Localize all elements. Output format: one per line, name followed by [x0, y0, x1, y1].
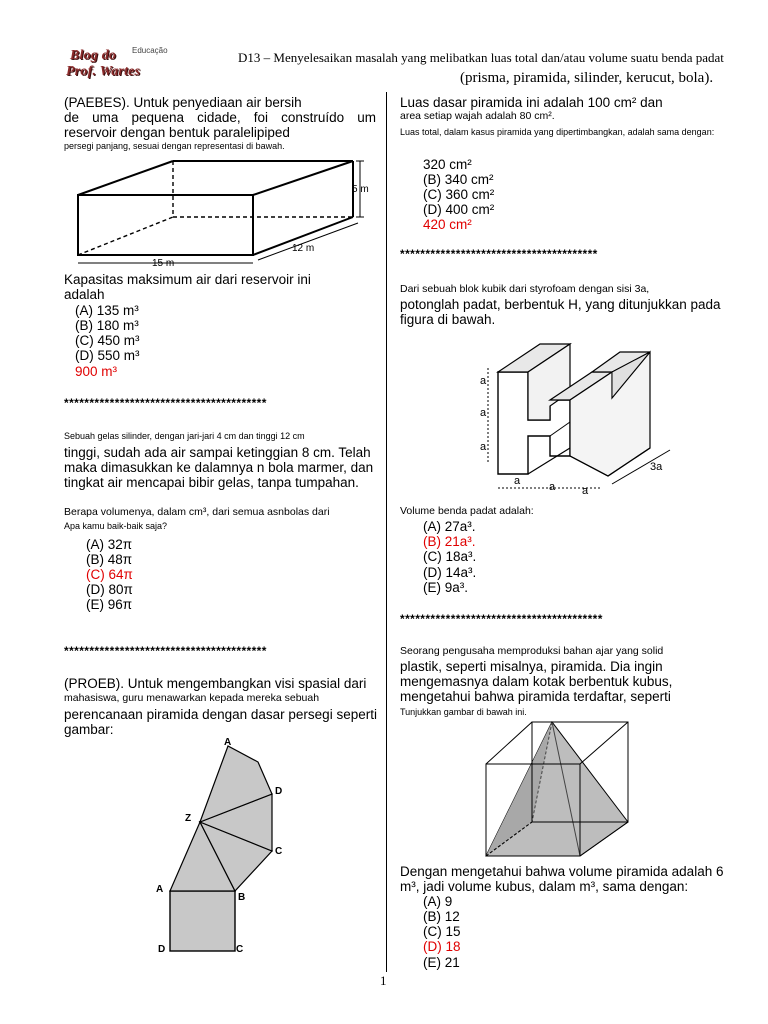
q1-line-2: de uma pequena cidade, foi construído um reservoir dengan bentuk paralelipiped	[64, 110, 376, 140]
net-label-c-right: C	[275, 846, 283, 857]
q4-line-1: Dari sebuah blok kubik dari styrofoam dengan sisi 3a,	[400, 283, 650, 295]
page-title: D13 – Menyelesaikan masalah yang melibatkan luas total dan/atau volume suatu benda padat	[238, 50, 724, 65]
q5-option-b: (B) 12	[423, 909, 460, 924]
q5-option-c: (C) 15	[423, 924, 461, 939]
q5-line-1: Seorang pengusaha memproduksi bahan ajar yang solid	[400, 645, 664, 657]
q3-option-b: (B) 340 cm²	[423, 172, 494, 187]
net-label-d-base: D	[158, 944, 166, 955]
q5-option-a: (A) 9	[423, 894, 453, 909]
a-label-h3: a	[582, 485, 589, 497]
q3-line-1: (PROEB). Untuk mengembangkan visi spasial dari	[64, 676, 367, 691]
a-label-v3: a	[480, 441, 487, 453]
q5-line-3: Tunjukkan gambar di bawah ini.	[400, 707, 527, 717]
q5-option-e: (E) 21	[423, 955, 460, 970]
blog-logo	[60, 46, 168, 84]
q1-line-3: persegi panjang, sesuai dengan representasi di bawah.	[64, 141, 285, 151]
q2-option-e: (E) 96π	[86, 597, 133, 612]
height-label: 5 m	[352, 184, 369, 195]
h-block-figure	[470, 338, 720, 498]
q3-cont-line-2: area setiap wajah adalah 80 cm².	[400, 110, 555, 122]
net-label-a-base: A	[156, 884, 164, 895]
page-subtitle: (prisma, piramida, silinder, kerucut, bola).	[460, 70, 714, 86]
q5-line-2: plastik, seperti misalnya, piramida. Dia ingin mengemasnya dalam kotak berbentuk kubus, mengetahui bahwa piramida terdaftar, seperti	[400, 659, 673, 704]
three-a-label: 3a	[650, 461, 663, 473]
reservoir-figure	[70, 155, 376, 267]
q4-stem: Volume benda padat adalah:	[400, 505, 534, 517]
q2-option-b: (B) 48π	[86, 552, 133, 567]
q3-cont-line-3: Luas total, dalam kasus piramida yang dipertimbangkan, adalah sama dengan:	[400, 127, 715, 137]
q4-option-a: (A) 27a³.	[423, 519, 476, 534]
q3-line-3: perencanaan piramida dengan dasar persegi seperti gambar:	[64, 707, 377, 737]
q2-option-c: (C) 64π	[86, 567, 133, 582]
q1-option-b: (B) 180 m³	[75, 318, 139, 333]
q4-option-d: (D) 14a³.	[423, 565, 477, 580]
q1-stem-2: adalah	[64, 287, 105, 302]
net-label-d-top: D	[275, 786, 283, 797]
net-label-b: B	[238, 892, 246, 903]
length-label: 15 m	[152, 258, 175, 267]
separator-left-2: ****************************************	[64, 644, 267, 658]
q4-option-b: (B) 21a³.	[423, 534, 476, 549]
q1-option-d: (D) 550 m³	[75, 348, 140, 363]
q3-option-d: (D) 400 cm²	[423, 202, 495, 217]
q3-answer: 420 cm²	[423, 217, 472, 232]
width-label: 12 m	[292, 243, 315, 254]
logo-badge: Educação	[132, 46, 168, 55]
q2-question-small: Apa kamu baik-baik saja?	[64, 521, 168, 531]
q2-line-small: Sebuah gelas silinder, dengan jari-jari 4 cm dan tinggi 12 cm	[64, 431, 305, 441]
q2-line-big: tinggi, sudah ada air sampai ketinggian 8 cm. Telah maka dimasukkan ke dalamnya n bola marmer, dan tingkat air mencapai bibir gelas, tanpa tumpahan.	[64, 445, 374, 490]
page-number: 1	[380, 973, 387, 988]
separator-right-1: ***************************************	[400, 247, 598, 261]
a-label-v2: a	[480, 407, 487, 419]
separator-left-1: ****************************************	[64, 396, 267, 410]
q4-option-c: (C) 18a³.	[423, 549, 477, 564]
net-label-z: Z	[185, 813, 192, 824]
q5-option-d: (D) 18	[423, 939, 461, 954]
q1-option-a: (A) 135 m³	[75, 303, 139, 318]
pyramid-net-figure	[150, 736, 290, 958]
q3-line-2: mahasiswa, guru menawarkan kepada mereka sebuah	[64, 692, 320, 704]
column-divider	[386, 92, 387, 972]
q1-line-1: (PAEBES). Untuk penyediaan air bersih	[64, 95, 302, 110]
separator-right-2: ****************************************	[400, 612, 603, 626]
q2-option-d: (D) 80π	[86, 582, 133, 597]
q4-line-2: potonglah padat, berbentuk H, yang ditunjukkan pada figura di bawah.	[400, 297, 721, 327]
pyramid-in-cube-figure	[480, 718, 640, 864]
logo-line-2: Prof. Wartes	[66, 64, 141, 79]
a-label-h2: a	[549, 481, 556, 493]
q1-answer: 900 m³	[75, 364, 118, 379]
net-label-a-top: A	[224, 737, 232, 748]
q2-option-a: (A) 32π	[86, 537, 133, 552]
logo-line-1: Blog do	[70, 48, 117, 63]
q4-option-e: (E) 9a³.	[423, 580, 469, 595]
q3-cont-line-1: Luas dasar piramida ini adalah 100 cm² dan	[400, 95, 663, 110]
q3-option-c: (C) 360 cm²	[423, 187, 495, 202]
a-label-v1: a	[480, 375, 487, 387]
q1-stem-1: Kapasitas maksimum air dari reservoir ini	[64, 272, 311, 287]
a-label-h1: a	[514, 475, 521, 487]
q5-stem: Dengan mengetahui bahwa volume piramida adalah 6 m³, jadi volume kubus, dalam m³, sama dengan:	[400, 864, 724, 894]
q3-option-a: 320 cm²	[423, 157, 472, 172]
q2-question: Berapa volumenya, dalam cm³, dari semua asnbolas dari	[64, 506, 330, 518]
q1-option-c: (C) 450 m³	[75, 333, 140, 348]
net-label-c-base: C	[236, 944, 244, 955]
